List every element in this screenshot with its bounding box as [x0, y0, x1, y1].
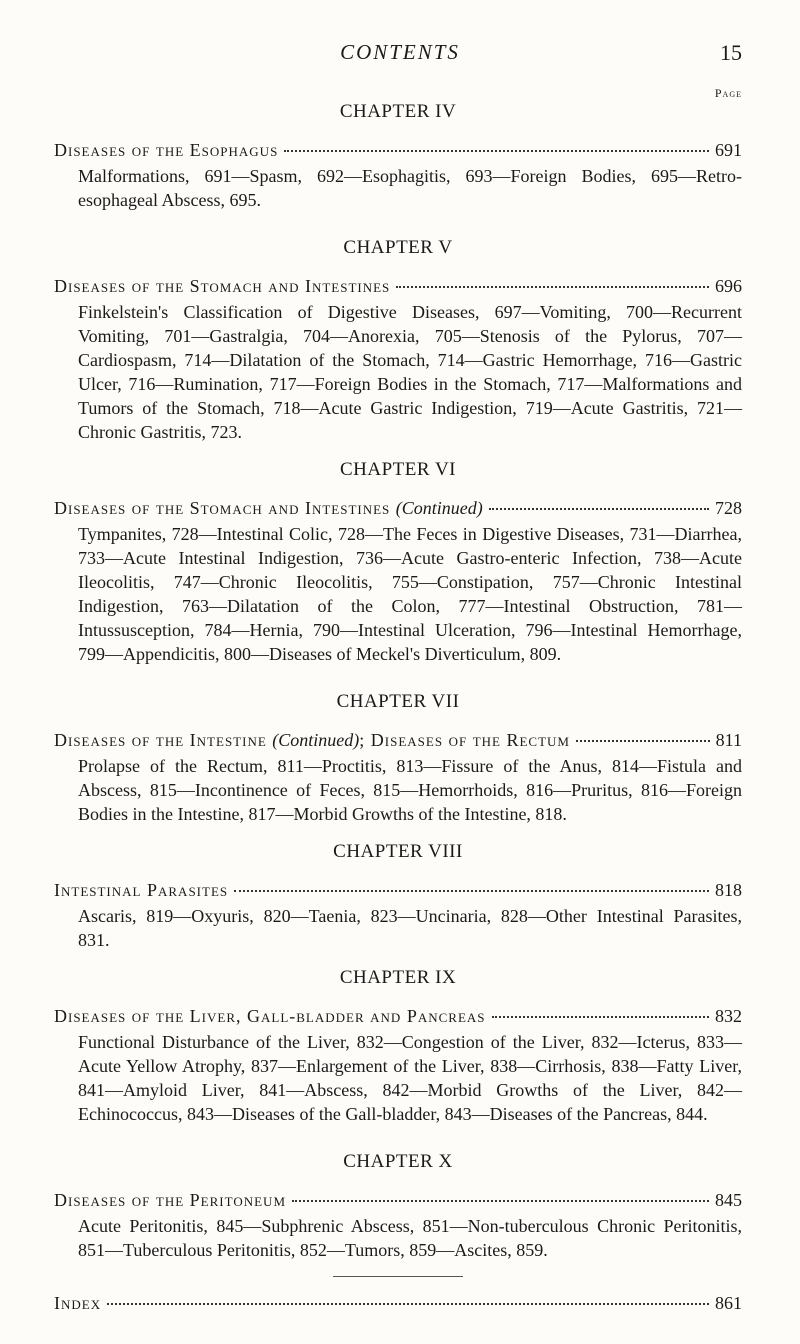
- chapter-title: Diseases of the Liver, Gall-bladder and Pancreas: [54, 1006, 486, 1026]
- chapter-heading: CHAPTER V: [343, 237, 453, 258]
- contents-list: [54, 100, 742, 1315]
- chapter-topics: Malformations, 691—Spasm, 692—Esophagitis, 693—Foreign Bodies, 695—Retro-esophageal Abscess, 695.: [78, 166, 742, 210]
- chapter-title-continued: (Continued): [272, 730, 360, 750]
- chapter-heading: CHAPTER VI: [339, 459, 457, 480]
- chapter-vi: [54, 458, 742, 666]
- chapter-page: 818: [715, 880, 742, 900]
- chapter-topics: Finkelstein's Classification of Digestive Diseases, 697—Vomiting, 700—Recurrent Vomiting, 701—Gastralgia, 704—Anorexia, 705—Stenosis of the Pylorus, 707—Cardiospasm, 714—Dilatation of the Stomach, 714—Gastric Hemorrhage, 716—Gastric Ulcer, 716—Rumination, 717—Foreign Bodies in the Stomach, 717—Malformations and Tumors of the Stomach, 718—Acute Gastric Indigestion, 719—Acute Gastritis, 721—Chronic Gastritis, 723.: [78, 302, 742, 442]
- chapter-title: Intestinal Parasites: [54, 880, 229, 900]
- chapter-title-continued: (Continued): [395, 498, 483, 518]
- chapter-title-main: Diseases of the Stomach and Intestines: [54, 498, 391, 518]
- chapter-title-suffix: ; Diseases of the Rectum: [359, 730, 570, 750]
- chapter-topics: Ascaris, 819—Oxyuris, 820—Taenia, 823—Uncinaria, 828—Other Intestinal Parasites, 831.: [78, 906, 742, 950]
- chapter-title-main: Diseases of the Intestine: [54, 730, 267, 750]
- dot-leader: [489, 507, 709, 510]
- chapter-page: 832: [715, 1006, 742, 1026]
- chapter-title: Diseases of the Peritoneum: [54, 1190, 286, 1210]
- dot-leader: [292, 1199, 709, 1202]
- chapter-viii: [54, 840, 742, 952]
- chapter-topics: Functional Disturbance of the Liver, 832—Congestion of the Liver, 832—Icterus, 833—Acute Yellow Atrophy, 837—Enlargement of the Liver, 838—Cirrhosis, 838—Fatty Liver, 841—Amyloid Liver, 841—Abscess, 842—Morbid Growths of the Liver, 842—Echinococcus, 843—Diseases of the Gall-bladder, 843—Diseases of the Pancreas, 844.: [78, 1032, 742, 1124]
- index-title: Index: [54, 1293, 102, 1313]
- chapter-v: [54, 236, 742, 444]
- chapter-topics: Prolapse of the Rectum, 811—Proctitis, 813—Fissure of the Anus, 814—Fistula and Abscess, 815—Incontinence of Feces, 815—Hemorrhoids, 816—Pruritus, 816—Foreign Bodies in the Intestine, 817—Morbid Growths of the Intestine, 818.: [78, 756, 742, 824]
- dot-leader: [107, 1302, 709, 1305]
- chapter-x: [54, 1150, 742, 1262]
- chapter-title-line: [54, 728, 742, 752]
- section-divider: [333, 1276, 463, 1277]
- chapter-page: 845: [715, 1190, 742, 1210]
- running-head: [0, 40, 800, 70]
- chapter-title-line: [54, 274, 742, 298]
- chapter-title: [54, 496, 483, 520]
- chapter-ix: [54, 966, 742, 1126]
- index-line: [54, 1291, 742, 1315]
- chapter-topics: Acute Peritonitis, 845—Subphrenic Abscess, 851—Non-tuberculous Chronic Peritonitis, 851—Tuberculous Peritonitis, 852—Tumors, 859—Ascites, 859.: [78, 1216, 742, 1260]
- dot-leader: [234, 889, 709, 892]
- chapter-title-line: [54, 496, 742, 520]
- chapter-title: Diseases of the Esophagus: [54, 140, 279, 160]
- dot-leader: [284, 149, 709, 152]
- chapter-title: [54, 728, 570, 752]
- chapter-heading: CHAPTER X: [343, 1151, 453, 1172]
- page-column-label: Page: [714, 86, 742, 100]
- chapter-page: 696: [715, 276, 742, 296]
- page-number: 15: [720, 40, 742, 65]
- dot-leader: [576, 739, 710, 742]
- dot-leader: [492, 1015, 709, 1018]
- chapter-page: 728: [715, 498, 742, 518]
- chapter-topics: Tympanites, 728—Intestinal Colic, 728—The Feces in Digestive Diseases, 731—Diarrhea, 733—Acute Intestinal Indigestion, 736—Acute Gastro-enteric Infection, 738—Acute Ileocolitis, 747—Chronic Ileocolitis, 755—Constipation, 757—Chronic Intestinal Indigestion, 763—Dilatation of the Colon, 777—Intestinal Obstruction, 781—Intussusception, 784—Hernia, 790—Intestinal Ulceration, 796—Intestinal Hemorrhage, 799—Appendicitis, 800—Diseases of Meckel's Diverticulum, 809.: [78, 524, 742, 664]
- chapter-title-line: [54, 1004, 742, 1028]
- chapter-iv: [54, 100, 742, 212]
- chapter-vii: [54, 690, 742, 826]
- chapter-page: 691: [715, 140, 742, 160]
- chapter-heading: CHAPTER IX: [339, 967, 457, 988]
- dot-leader: [396, 285, 709, 288]
- chapter-title-line: [54, 878, 742, 902]
- chapter-heading: CHAPTER VIII: [333, 841, 463, 862]
- running-title: CONTENTS: [340, 40, 460, 64]
- chapter-title-line: [54, 138, 742, 162]
- index-page: 861: [715, 1293, 742, 1313]
- chapter-page: 811: [715, 730, 742, 750]
- chapter-heading: CHAPTER IV: [339, 101, 457, 122]
- chapter-title-line: [54, 1188, 742, 1212]
- chapter-title: Diseases of the Stomach and Intestines: [54, 276, 391, 296]
- chapter-heading: CHAPTER VII: [336, 691, 460, 712]
